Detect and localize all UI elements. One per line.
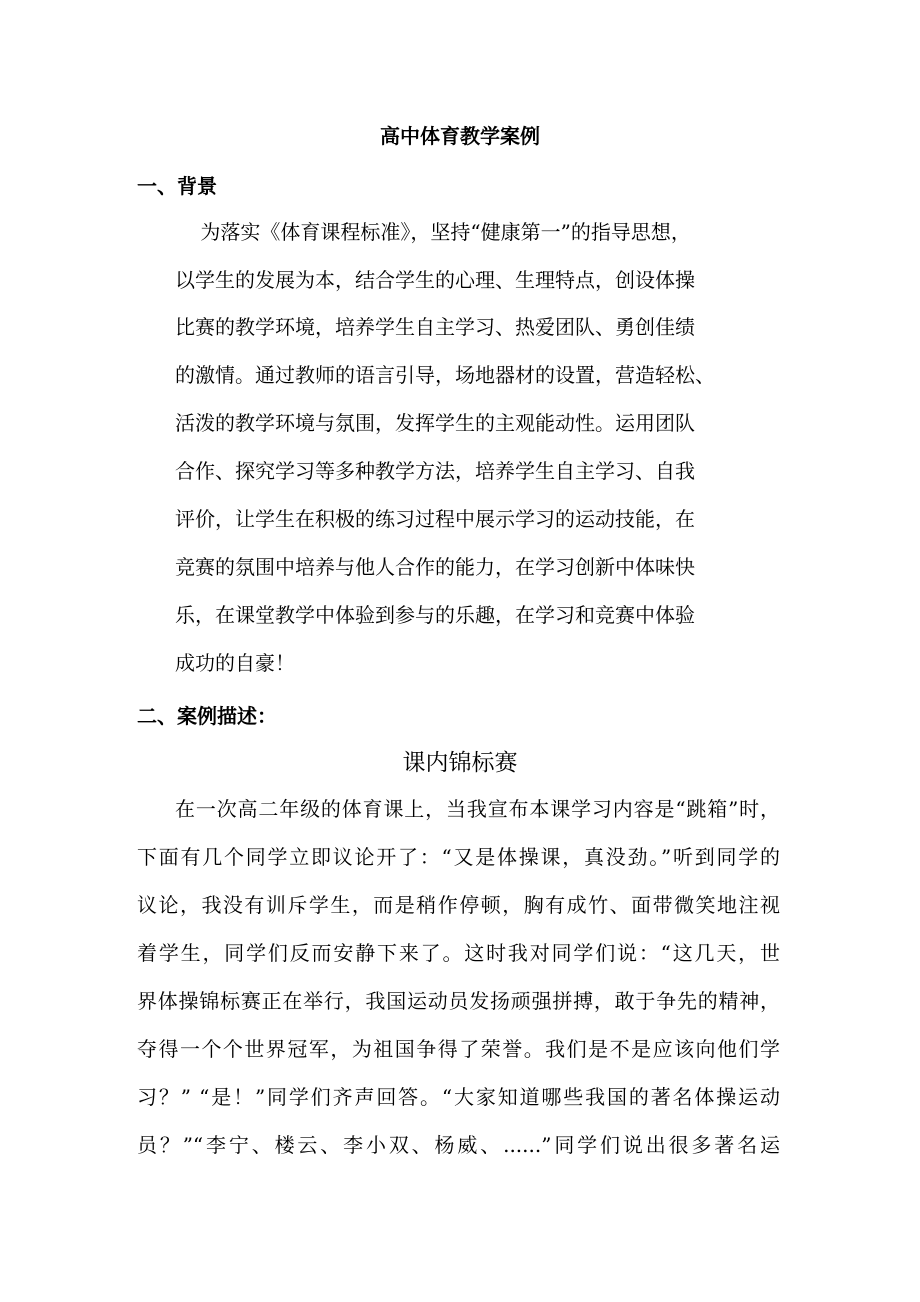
case-subtitle: 课内锦标赛 xyxy=(402,750,518,776)
background-paragraph-line: 比赛的教学环境，培养学生自主学习、热爱团队、勇创佳绩 xyxy=(175,315,695,339)
background-paragraph-line: 的激情。通过教师的语言引导，场地器材的设置，营造轻松、 xyxy=(175,363,715,387)
background-paragraph-line: 评价，让学生在积极的练习过程中展示学习的运动技能，在 xyxy=(175,507,695,531)
case-paragraph-line: 下面有几个同学立即议论开了：“又是体操课，真没劲。”听到同学的 xyxy=(137,845,780,869)
document-title: 高中体育教学案例 xyxy=(380,124,540,148)
case-paragraph-line: 员？”“李宁、楼云、李小双、杨威、......”同学们说出很多著名运 xyxy=(137,1133,780,1157)
case-paragraph-line: 夺得一个个世界冠军，为祖国争得了荣誉。我们是不是应该向他们学 xyxy=(137,1037,780,1061)
background-paragraph-line: 竞赛的氛围中培养与他人合作的能力，在学习创新中体味快 xyxy=(175,555,695,579)
section-heading-case-description: 二、案例描述： xyxy=(137,704,277,728)
case-paragraph-line: 界体操锦标赛正在举行，我国运动员发扬顽强拼搏，敢于争先的精神， xyxy=(137,989,780,1013)
background-paragraph-line: 成功的自豪！ xyxy=(175,651,295,675)
case-paragraph-line: 习？” “是！”同学们齐声回答。“大家知道哪些我国的著名体操运动 xyxy=(137,1085,780,1109)
background-paragraph-line: 活泼的教学环境与氛围，发挥学生的主观能动性。运用团队 xyxy=(175,411,695,435)
background-paragraph-line: 合作、探究学习等多种教学方法，培养学生自主学习、自我 xyxy=(175,459,695,483)
background-paragraph-line: 乐，在课堂教学中体验到参与的乐趣，在学习和竞赛中体验 xyxy=(175,603,695,627)
case-paragraph-line: 在一次高二年级的体育课上，当我宣布本课学习内容是“跳箱”时， xyxy=(175,797,780,821)
case-paragraph-line: 议论，我没有训斥学生，而是稍作停顿，胸有成竹、面带微笑地注视 xyxy=(137,893,780,917)
background-paragraph-line: 以学生的发展为本，结合学生的心理、生理特点，创设体操 xyxy=(175,268,695,292)
background-paragraph-line: 为落实《体育课程标准》，坚持“健康第一”的指导思想， xyxy=(175,220,691,244)
case-paragraph-line: 着学生，同学们反而安静下来了。这时我对同学们说：“这几天，世 xyxy=(137,941,780,965)
section-heading-background: 一、背景 xyxy=(137,174,217,198)
